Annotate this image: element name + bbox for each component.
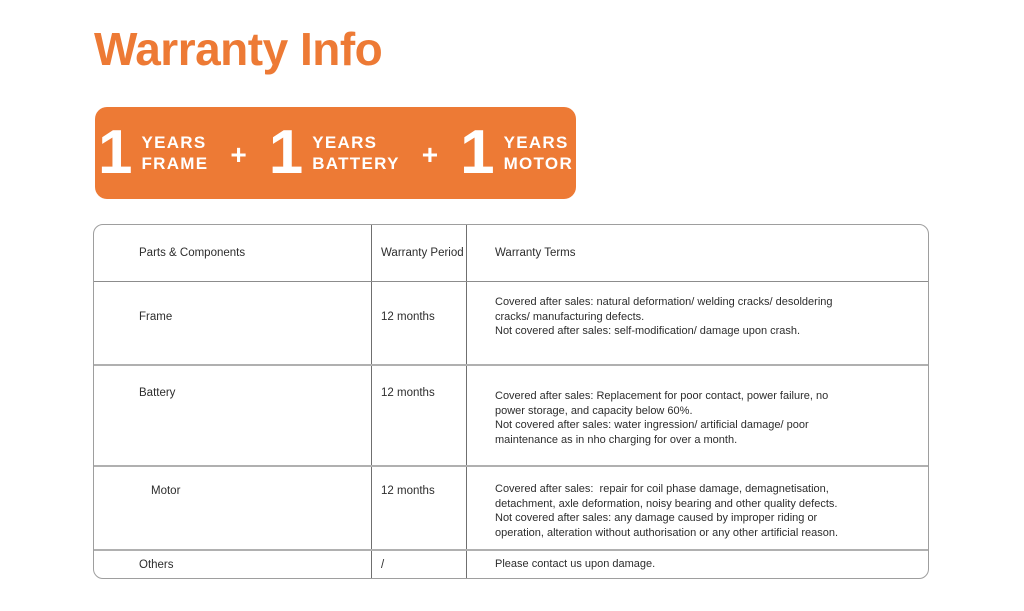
terms-line: Covered after sales: Replacement for poor contact, power failure, no	[495, 390, 829, 402]
cell-part: Others	[94, 551, 372, 578]
table-row-frame	[94, 281, 928, 364]
terms-line: Covered after sales: repair for coil phase damage, demagnetisation,	[495, 483, 829, 495]
banner-item-battery	[268, 118, 400, 187]
terms-line: Please contact us upon damage.	[495, 558, 656, 571]
banner-part-label: FRAME	[141, 154, 209, 173]
cell-part: Motor	[94, 467, 372, 549]
banner-item-frame	[97, 118, 209, 187]
banner-part-label: MOTOR	[503, 154, 574, 173]
plus-separator: +	[230, 139, 247, 170]
banner-unit-label: YEARS	[312, 133, 378, 152]
terms-line: operation, alteration without authorisation or any other artificial reason.	[495, 526, 839, 539]
plus-separator: +	[421, 139, 439, 170]
header-warranty-period: Warranty Period	[372, 225, 467, 281]
terms-line: Not covered after sales: self-modification/ damage upon crash.	[495, 325, 801, 337]
banner-label-frame	[141, 132, 208, 174]
terms-line: detachment, axle deformation, noisy bearing and other quality defects.	[495, 497, 838, 510]
terms-line: Not covered after sales: any damage caused by improper riding or	[495, 512, 818, 524]
page-title: Warranty Info	[94, 23, 383, 75]
table-row-others	[94, 549, 928, 578]
terms-line: power storage, and capacity below 60%.	[495, 404, 693, 417]
cell-period: /	[372, 551, 467, 578]
banner-unit-label: YEARS	[503, 133, 569, 152]
table-row-battery	[94, 364, 928, 465]
cell-period: 12 months	[372, 282, 467, 364]
table-header-row	[94, 225, 928, 281]
cell-part: Frame	[94, 282, 372, 364]
cell-terms	[467, 282, 928, 364]
terms-line: Covered after sales: natural deformation/ welding cracks/ desoldering	[495, 296, 833, 308]
header-warranty-terms: Warranty Terms	[495, 247, 576, 259]
banner-item-motor	[460, 118, 574, 187]
cell-terms	[467, 366, 928, 465]
table-row-motor	[94, 465, 928, 549]
cell-period: 12 months	[372, 366, 467, 465]
banner-years-number: 1	[97, 118, 133, 187]
terms-line: Not covered after sales: water ingression/ artificial damage/ poor	[495, 419, 809, 431]
warranty-banner	[95, 107, 576, 199]
cell-part: Battery	[94, 366, 372, 465]
banner-label-battery	[312, 132, 399, 174]
terms-line: maintenance as in nho charging for over a month.	[495, 433, 738, 446]
warranty-table	[93, 224, 929, 579]
cell-period: 12 months	[372, 467, 467, 549]
banner-unit-label: YEARS	[141, 133, 207, 152]
cell-terms	[467, 551, 928, 578]
header-parts-components: Parts & Components	[94, 225, 372, 281]
terms-line: cracks/ manufacturing defects.	[495, 310, 645, 323]
banner-years-number: 1	[460, 118, 495, 187]
banner-part-label: BATTERY	[312, 154, 400, 173]
cell-terms	[467, 467, 928, 549]
banner-years-number: 1	[268, 118, 304, 187]
banner-label-motor	[504, 132, 573, 174]
